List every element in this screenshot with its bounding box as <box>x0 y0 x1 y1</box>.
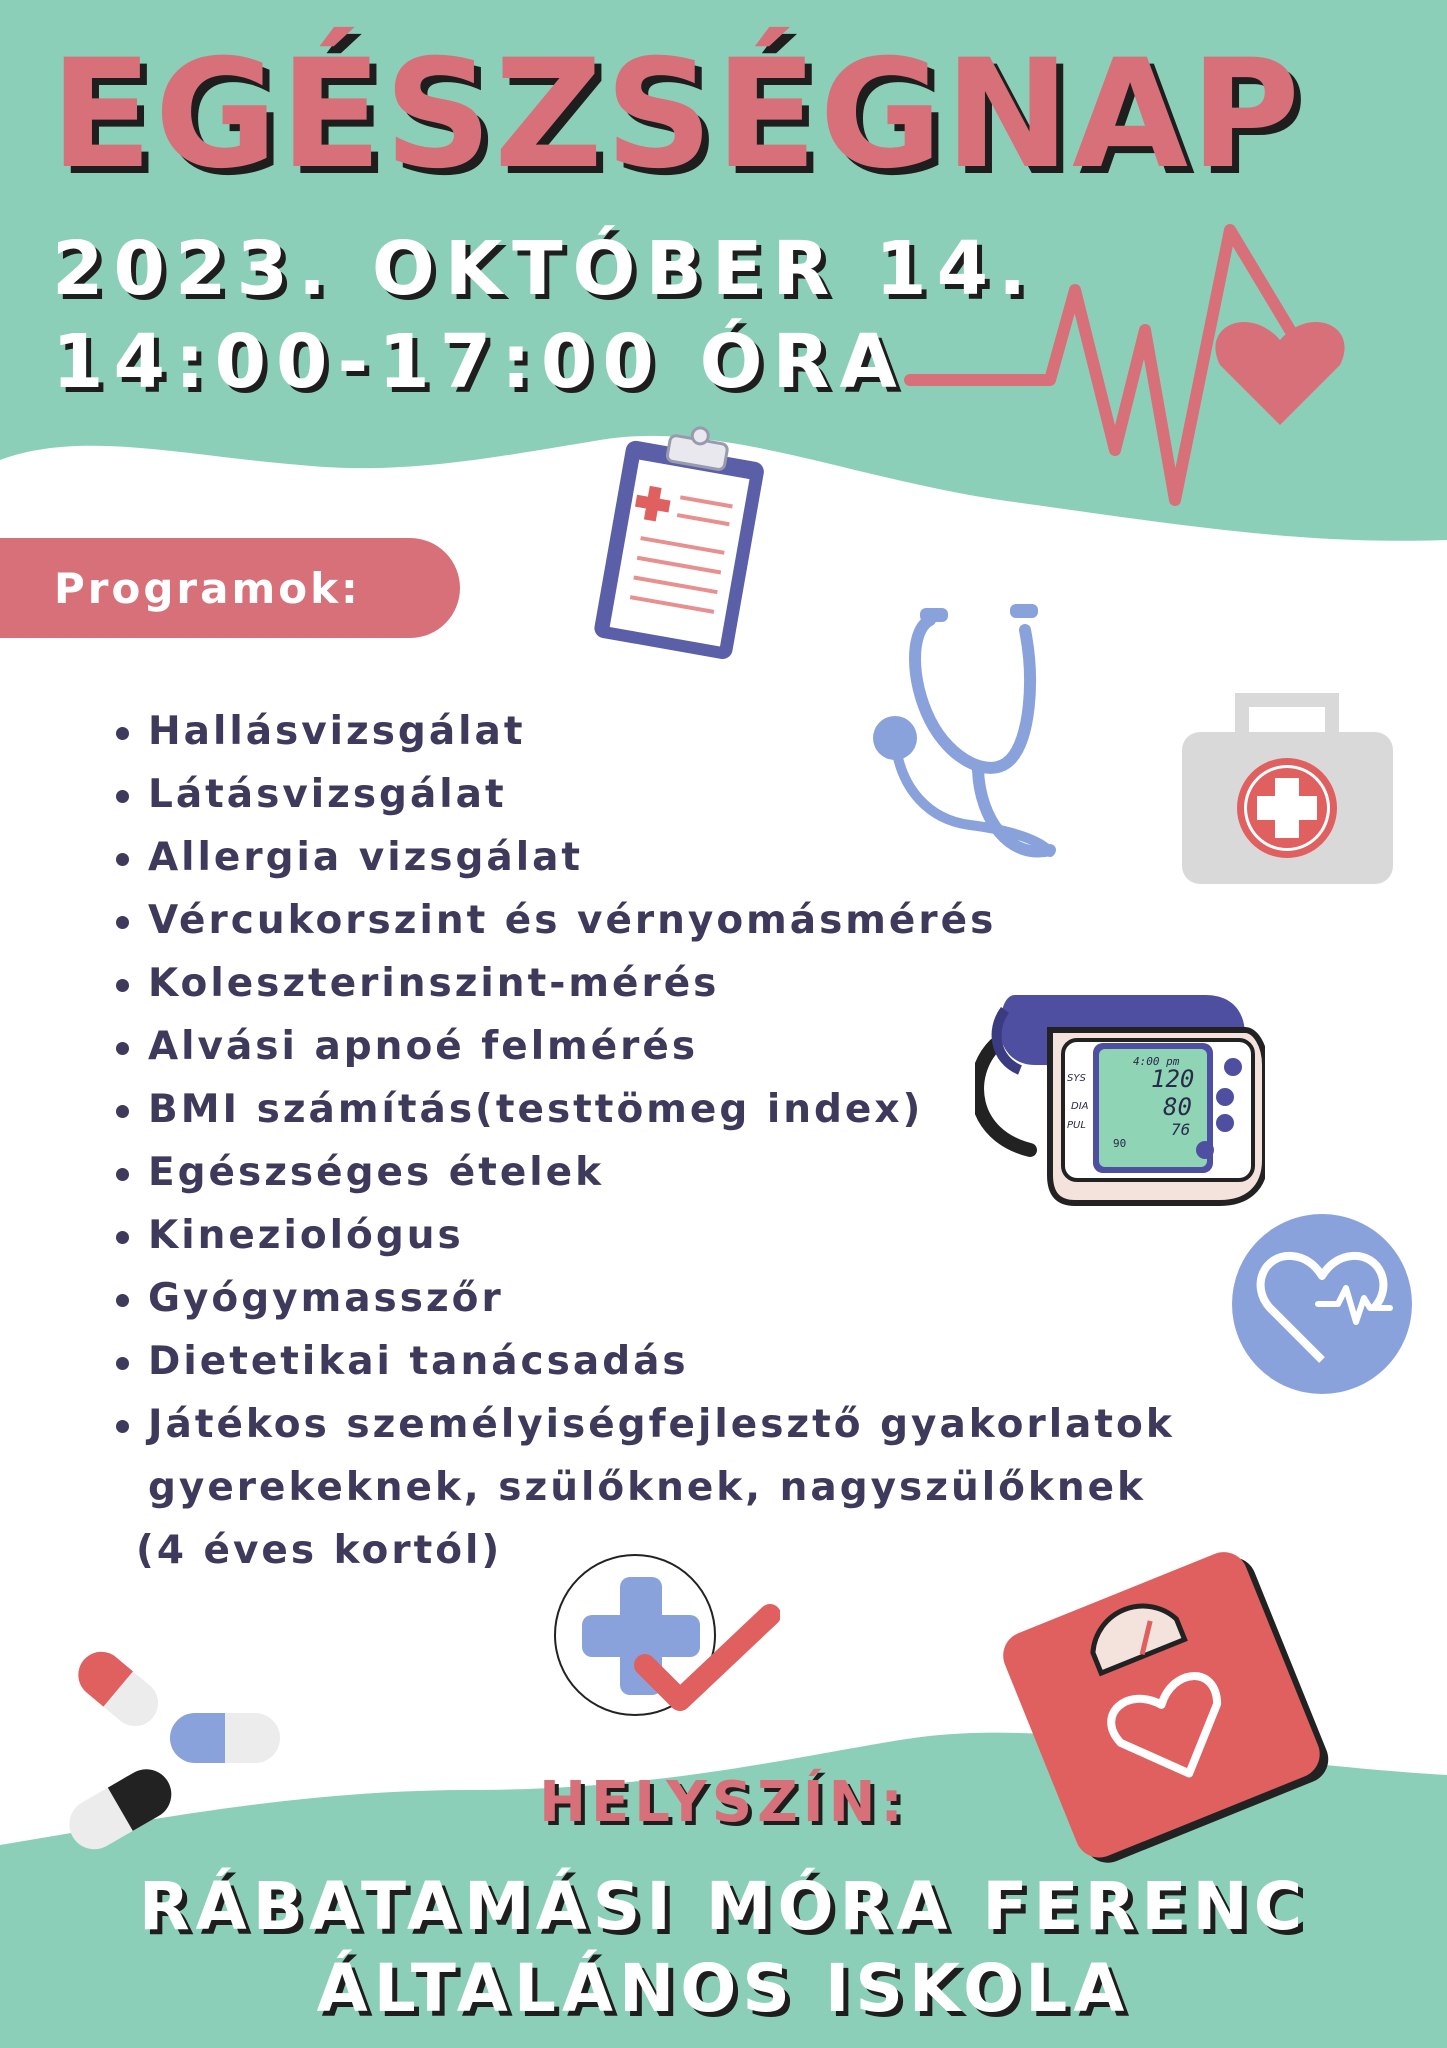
list-item: Allergia vizsgálat <box>112 826 1312 889</box>
event-time: 14:00-17:00 ÓRA <box>52 319 907 405</box>
venue-name-line1: RÁBATAMÁSI MÓRA FERENC <box>138 1868 1309 1945</box>
program-list <box>112 700 1312 1582</box>
programs-heading: Programok: <box>54 564 361 613</box>
list-item-continuation: gyerekeknek, szülőknek, nagyszülőknek <box>148 1465 1146 1510</box>
monitor-sys-label: SYS <box>1067 1073 1086 1084</box>
list-item: Kineziológus <box>112 1204 1312 1267</box>
monitor-dia-value: 80 <box>1163 1093 1192 1121</box>
monitor-dia-label: DIA <box>1071 1101 1089 1112</box>
list-item: Vércukorszint és vérnyomásmérés <box>112 889 1312 952</box>
list-item: Gyógymasszőr <box>112 1267 1312 1330</box>
list-item: Alvási apnoé felmérés <box>112 1015 1312 1078</box>
list-item: Látásvizsgálat <box>112 763 1312 826</box>
list-item: Dietetikai tanácsadás <box>112 1330 1312 1393</box>
monitor-pul-label: PUL <box>1067 1120 1086 1131</box>
list-item: BMI számítás(testtömeg index) <box>112 1078 1312 1141</box>
heartbeat-line-icon <box>900 200 1360 510</box>
medical-cross-check-icon <box>550 1545 780 1720</box>
monitor-footer-value: 90 <box>1113 1137 1127 1150</box>
list-item: Játékos személyiségfejlesztő gyakorlatok <box>112 1393 1312 1456</box>
venue-label: HELYSZÍN: <box>539 1770 908 1835</box>
list-item: Koleszterinszint-mérés <box>112 952 1312 1015</box>
event-date: 2023. OKTÓBER 14. <box>52 226 1037 312</box>
clipboard-icon <box>580 420 780 670</box>
list-item-note: (4 éves kortól) <box>136 1528 503 1573</box>
list-item: Egészséges ételek <box>112 1141 1312 1204</box>
monitor-pul-value: 76 <box>1171 1120 1191 1139</box>
monitor-time: 4:00 pm <box>1133 1055 1180 1068</box>
venue-name-line2: ÁLTALÁNOS ISKOLA <box>316 1950 1131 2027</box>
monitor-sys-value: 120 <box>1151 1065 1195 1093</box>
event-title: EGÉSZSÉGNAP <box>50 28 1303 202</box>
programs-heading-pill <box>0 538 460 638</box>
list-item: Hallásvizsgálat <box>112 700 1312 763</box>
